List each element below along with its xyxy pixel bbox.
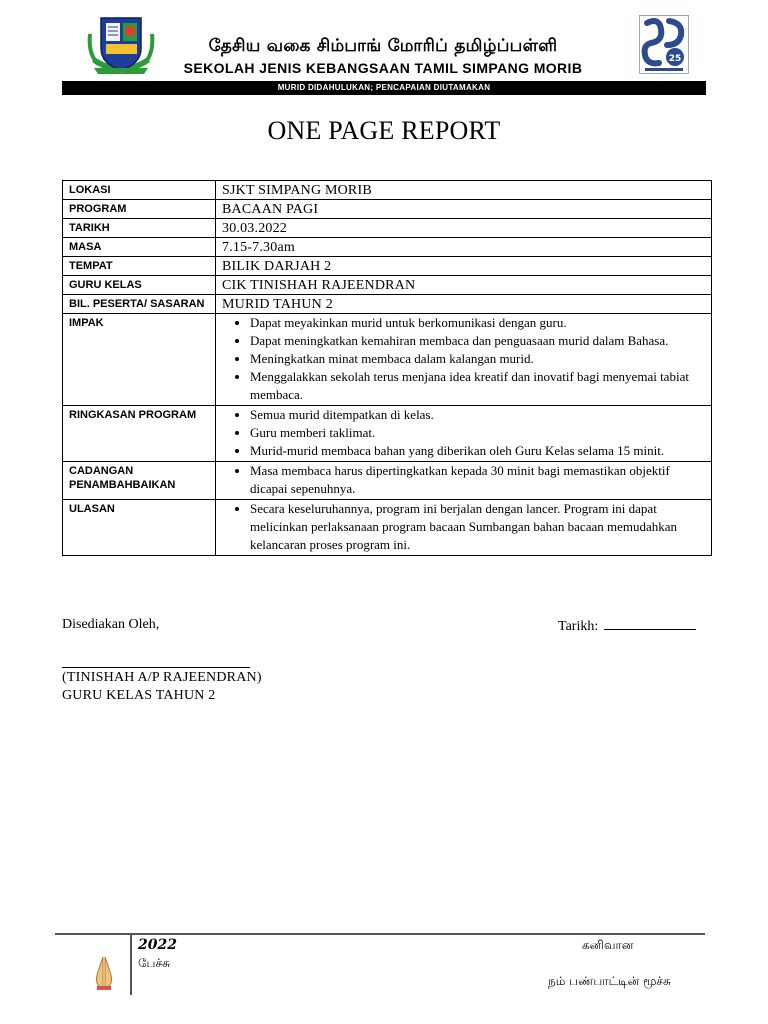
- school-name-malay: SEKOLAH JENIS KEBANGSAAN TAMIL SIMPANG MORIB: [183, 60, 583, 76]
- svg-text:25: 25: [668, 54, 682, 64]
- praying-hands-icon: [92, 955, 116, 991]
- table-row: [63, 219, 712, 238]
- table-row: [63, 257, 712, 276]
- date-label: Tarikh:: [558, 619, 599, 634]
- row-value-list: [216, 500, 712, 556]
- footer-tamil-right-1: கனிவான: [582, 938, 634, 952]
- footer-vertical-divider: [130, 935, 132, 995]
- row-label: BIL. PESERTA/ SASARAN: [63, 295, 216, 314]
- row-value-list: [216, 314, 712, 406]
- row-value-list: [216, 462, 712, 500]
- table-row: [63, 295, 712, 314]
- list-item: • Meningkatkan minat membaca dalam kalangan murid.: [250, 350, 705, 368]
- row-label: TEMPAT: [63, 257, 216, 276]
- row-value: BACAAN PAGI: [216, 200, 712, 219]
- footer-tamil-right-2: நம் பண்பாட்டின் மூச்சு: [548, 974, 671, 988]
- list-item: • Menggalakkan sekolah terus menjana idea kreatif dan inovatif bagi menyemai tabiat membaca.: [250, 368, 705, 404]
- row-label: IMPAK: [63, 314, 216, 406]
- row-label: LOKASI: [63, 181, 216, 200]
- table-row: [63, 181, 712, 200]
- prepared-by-label: Disediakan Oleh,: [62, 617, 160, 632]
- row-label: ULASAN: [63, 500, 216, 556]
- list-item: • Dapat meyakinkan murid untuk berkomunikasi dengan guru.: [250, 314, 705, 332]
- date-blank-line: [604, 617, 696, 630]
- table-row: [63, 200, 712, 219]
- list-item: • Guru memberi taklimat.: [250, 424, 705, 442]
- report-title: ONE PAGE REPORT: [267, 116, 501, 145]
- row-value: SJKT SIMPANG MORIB: [216, 181, 712, 200]
- row-label: RINGKASAN PROGRAM: [63, 406, 216, 462]
- row-value: 7.15-7.30am: [216, 238, 712, 257]
- row-value: BILIK DARJAH 2: [216, 257, 712, 276]
- table-row: [63, 276, 712, 295]
- footer-divider: [55, 933, 705, 935]
- list-item: • Secara keseluruhannya, program ini berjalan dengan lancer. Program ini dapat melicinkan perlaksanaan program bacaan Sumbangan bahan bacaan memudahkan kelancaran proses program ini.: [250, 500, 705, 554]
- anniversary-25-emblem-icon: [639, 15, 689, 74]
- bullet-list: [222, 462, 705, 499]
- signatory-role: GURU KELAS TAHUN 2: [62, 688, 216, 703]
- table-row: [63, 500, 712, 556]
- row-value: MURID TAHUN 2: [216, 295, 712, 314]
- row-value: CIK TINISHAH RAJEENDRAN: [216, 276, 712, 295]
- row-label: CADANGAN PENAMBAHBAIKAN: [63, 462, 216, 500]
- bullet-list: [222, 406, 705, 461]
- table-row: [63, 314, 712, 406]
- svg-text:.: .: [120, 69, 122, 74]
- date-field: [558, 617, 696, 635]
- motto-banner: MURID DIDAHULUKAN; PENCAPAIAN DIUTAMAKAN: [62, 81, 706, 95]
- school-crest-icon: [86, 14, 156, 80]
- table-row: [63, 462, 712, 500]
- row-label: TARIKH: [63, 219, 216, 238]
- row-label: PROGRAM: [63, 200, 216, 219]
- row-label: MASA: [63, 238, 216, 257]
- signatory-name: (TINISHAH A/P RAJEENDRAN): [62, 670, 262, 685]
- row-value-list: [216, 406, 712, 462]
- list-item: • Masa membaca harus dipertingkatkan kepada 30 minit bagi memastikan objektif dicapai sepenuhnya.: [250, 462, 705, 498]
- list-item: • Murid-murid membaca bahan yang diberikan oleh Guru Kelas selama 15 minit.: [250, 442, 705, 460]
- school-name-tamil: தேசிய வகை சிம்பாங் மோரிப் தமிழ்ப்பள்ளி: [208, 36, 558, 56]
- row-value: 30.03.2022: [216, 219, 712, 238]
- list-item: • Semua murid ditempatkan di kelas.: [250, 406, 705, 424]
- signature-line: [62, 667, 250, 668]
- table-row: [63, 238, 712, 257]
- bullet-list: [222, 314, 705, 405]
- row-label: GURU KELAS: [63, 276, 216, 295]
- bullet-list: [222, 500, 705, 555]
- footer-tamil-left: பேச்சு: [138, 956, 170, 970]
- table-row: [63, 406, 712, 462]
- footer-year: 2022: [138, 937, 177, 953]
- list-item: • Dapat meningkatkan kemahiran membaca dan penguasaan murid dalam Bahasa.: [250, 332, 705, 350]
- report-table: [62, 180, 712, 556]
